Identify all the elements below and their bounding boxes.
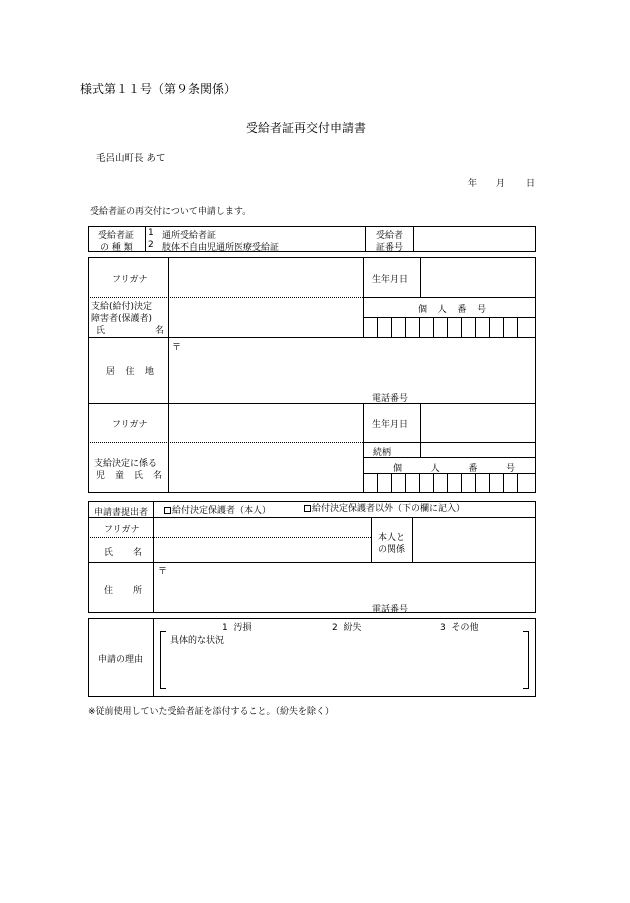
recipient-my-number-label: 個 人 番 号	[418, 305, 486, 315]
addressee: 毛呂山町長 あて	[96, 153, 166, 164]
recipient-my-number-field[interactable]	[364, 318, 535, 336]
submitter-furigana-field[interactable]	[155, 519, 369, 536]
form-number: 様式第１１号（第９条関係）	[80, 82, 237, 96]
recipient-birthdate-label: 生年月日	[372, 275, 409, 285]
submitter-name-label: 氏 名	[104, 548, 142, 558]
option-2-label[interactable]: 肢体不自由児通所医療受給証	[162, 243, 280, 253]
reason-option-2[interactable]: 2 紛失	[332, 623, 362, 633]
child-relation-field[interactable]	[422, 443, 534, 456]
child-birthdate-field[interactable]	[422, 405, 534, 440]
submitter-relation-field[interactable]	[414, 519, 534, 561]
submitter-option-other[interactable]: 給付決定保護者以外（下の欄に記入）	[304, 501, 465, 514]
child-my-number-label: 個 人 番 号	[393, 464, 515, 474]
recipient-furigana-label: フリガナ	[112, 275, 148, 285]
submitter-furigana-label: フリガナ	[104, 525, 140, 535]
decided-person-label-1: 支給(給付)決定	[91, 302, 153, 312]
cert-number-label-1: 受給者	[376, 231, 404, 241]
child-furigana-field[interactable]	[170, 405, 361, 440]
residence-label: 居 住 地	[106, 367, 154, 377]
child-relation-label: 続柄	[373, 448, 392, 458]
child-name-label: 児 童 氏 名	[96, 471, 162, 481]
checkbox-self[interactable]	[164, 507, 171, 514]
recipient-name-label: 氏 名	[96, 326, 164, 336]
footnote: ※従前使用していた受給者証を添付すること。（紛失を除く）	[88, 707, 335, 717]
page-title: 受給者証再交付申請書	[246, 121, 367, 135]
residence-field[interactable]	[170, 350, 534, 388]
submitter-address-label: 住 所	[104, 586, 142, 596]
residence-phone-label: 電話番号	[372, 394, 409, 404]
residence-postal-mark: 〒	[172, 343, 182, 353]
recipient-birthdate-field[interactable]	[422, 259, 534, 295]
date-month-label: 月	[496, 179, 506, 189]
decided-person-label-2: 障害者(保護者)	[91, 314, 153, 324]
intro-text: 受給者証の再交付について申請します。	[90, 207, 252, 217]
reason-option-3[interactable]: 3 その他	[440, 623, 479, 633]
recipient-name-field[interactable]	[170, 299, 361, 335]
cert-number-field[interactable]	[414, 227, 535, 251]
date-year-label: 年	[468, 179, 478, 189]
child-label-1: 支給決定に係る	[94, 459, 158, 469]
reason-label: 申請の理由	[98, 655, 144, 665]
submitter-relation-label-2: の関係	[378, 545, 406, 555]
child-name-field[interactable]	[170, 444, 361, 491]
date-day-label: 日	[526, 179, 536, 189]
submitter-phone-label: 電話番号	[372, 605, 409, 615]
submitter-postal-mark: 〒	[158, 567, 168, 577]
child-birthdate-label: 生年月日	[372, 420, 409, 430]
child-furigana-label: フリガナ	[112, 420, 148, 430]
submitter-address-field[interactable]	[155, 574, 534, 600]
details-bracket-left	[160, 631, 166, 689]
reason-option-1[interactable]: 1 汚損	[222, 623, 252, 633]
cert-number-label-2: 証番号	[376, 243, 404, 253]
option-1-label[interactable]: 通所受給者証	[162, 231, 217, 241]
submitter-relation-label-1: 本人と	[378, 533, 406, 543]
details-label: 具体的な状況	[170, 636, 225, 646]
cert-type-label-1: 受給者証	[98, 231, 135, 241]
option-2-number: 2	[148, 240, 154, 250]
details-field[interactable]	[168, 645, 520, 687]
submitter-label: 申請書提出者	[94, 508, 149, 518]
checkbox-other[interactable]	[304, 505, 311, 512]
cert-type-label-2: の 種 類	[100, 243, 133, 253]
recipient-furigana-field[interactable]	[170, 259, 361, 295]
details-bracket-right	[523, 631, 529, 689]
submitter-option-self[interactable]: 給付決定保護者（本人）	[164, 503, 271, 516]
option-1-number: 1	[148, 228, 154, 238]
submitter-name-field[interactable]	[155, 539, 369, 561]
child-my-number-field[interactable]	[364, 474, 535, 492]
